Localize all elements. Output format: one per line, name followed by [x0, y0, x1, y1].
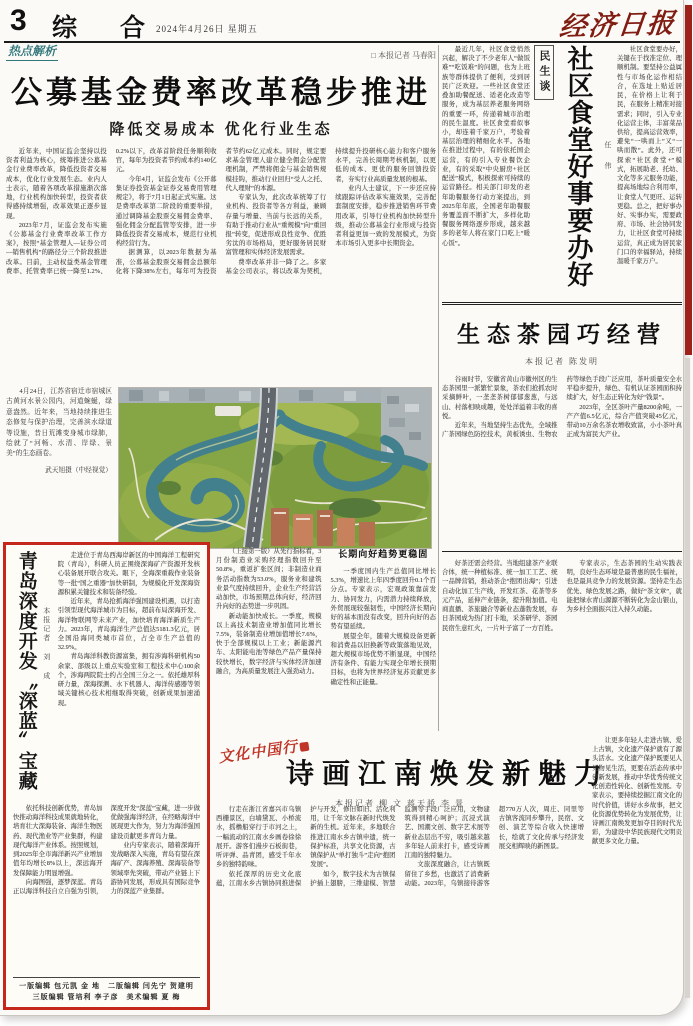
column-divider — [438, 45, 439, 731]
paragraph: （上接第一版）从先行指标看，3月份制造业采购经理指数回升至50.8%，重返扩张区间；非制造业商务活动指数为53.0%，服务业和建筑业景气度持续回升，企业生产经营活动加快，市场预期总体向好，经济回升向好的态势进一步巩固。 — [216, 548, 322, 611]
paragraph: 近年来，中国证监会坚持以投资者利益为核心，统筹推进公募基金行业费率改革，降低投资者交易成本，优化行业发展生态。业内人士表示，随着各项改革措施渐次落地，行业机构加快转型，投资者获得感持续增强，改革效果正逐步显现。 — [6, 148, 107, 220]
qingdao-body-cols — [13, 804, 200, 973]
article-qingdao-deep-blue — [3, 542, 210, 1010]
header-rule — [4, 41, 680, 43]
fund-article-deck: 降低交易成本 优化行业生态 — [109, 121, 333, 138]
canteen-body-right — [617, 45, 682, 297]
fund-article-byline: □ 本报记者 马春阳 — [371, 51, 436, 60]
qingdao-headline: 青岛深度开发〝深蓝〞宝藏 — [15, 551, 37, 791]
paragraph: 向海图强，逐梦深蓝。青岛正以海洋科技自立自强为引领，深度开发“深蓝”宝藏，进一步做优做强海洋经济，在经略海洋中展现更大作为，努力为海洋强国建设贡献更多青岛力量。 — [13, 805, 200, 895]
article-jiangnan-charm — [216, 736, 611, 1010]
qingdao-body-col1 — [58, 551, 200, 799]
paragraph: 展望全年，随着大规模设备更新和消费品以旧换新等政策落地见效，超大规模市场优势不断显现，中国经济有条件、有能力实现全年增长预期目标，也将为世界经济复苏贡献更多确定性和正能量。 — [330, 632, 436, 686]
tea-headline: 生态茶园巧经营 — [457, 321, 667, 347]
paragraph: 走进位于青岛西海岸新区的中国海洋工程研究院（青岛），科研人员正围绕深海矿产资源开发核心装备展开联合攻关。眼下，全海深重载作业装备等一批“国之重器”加快研制，为规模化开发深海资源积累关键技术和装备经验。 — [57, 552, 200, 596]
article-fund-reform — [6, 45, 436, 549]
red-seal-icon — [299, 742, 309, 752]
paragraph: 2023年7月，证监会发布实施《公募基金行业费率改革工作方案》，按照“基金管理人—证券公司—销售机构”的路径分三个阶段推进改革。目前，主动权益类基金管理费率、托管费率已统一降至1.2%、0.2%以下，改革首阶段任务顺利收官，每年为投资者节约成本约140亿元。 — [6, 148, 217, 275]
page-header — [6, 4, 678, 43]
editor-credits — [13, 977, 200, 1003]
article-community-canteen — [442, 45, 682, 305]
paragraph: 今年4月，证监会发布《公开募集证券投资基金证券交易费用管理规定》，将于7月1日起正式实施。这是费率改革第二阶段的重要举措，通过调降基金股票交易佣金费率、强化佣金分配监管等安排，进一步降低投资者交易成本，规范行业机构经营行为。 — [115, 175, 217, 248]
paragraph: 近年来，青岛抢抓海洋强国建设机遇，以打造引领型现代海洋城市为目标，超前布局深海开发、海洋物联网等未来产业，加快培育海洋新质生产力。2023年，青岛海洋生产总值达5181.3亿元，居全国沿海同类城市首位，占全市生产总值的32.9%。 — [57, 598, 200, 652]
jiangnan-headline: 诗画江南焕发新魅力 — [286, 758, 611, 789]
kicker-row — [6, 45, 436, 61]
paragraph: 青岛海洋科教资源富集，拥有涉海科研机构50余家、部级以上重点实验室和工程技术中心100余个，涉海两院院士约占全国三分之一。依托雄厚科研力量，深海探测、水下机器人、海洋传感器等领域关键核心技术相继取得突破，创新成果加速涌现。 — [57, 653, 200, 707]
editor-credits-line1: 一版编辑 包元凯 金 地 二版编辑 闫先宁 贺建明 — [19, 982, 194, 990]
newspaper-masthead: 经济日报 — [557, 7, 678, 43]
continuation-subhead: 长期向好趋势更稳固 — [338, 549, 429, 559]
paragraph: 依托深厚的历史文化底蕴，江南水乡古镇协同推进保护与开发，修旧如旧、活化利用，让千年文脉在新时代焕发新的生机。近年来，多地联合推进江南水乡古镇申遗，统一保护标准，共享文化资源，古镇保护从“单打独斗”走向“抱团发展”。 — [216, 806, 396, 887]
paragraph: 2023年，全区茶叶产量8200余吨，一产产值6.5亿元，综合产值突破45亿元，带动10万余名茶农增收致富，小小茶叶真正成为富民大产业。 — [566, 403, 682, 439]
kicker-label: 热点解析 — [6, 42, 58, 61]
fund-article-body — [6, 147, 436, 379]
page-number: 3 — [10, 4, 27, 37]
paragraph: 文旅深度融合，让古镇既留住了乡愁，也激活了消费新动能。2023年，乌镇接待游客超770万人次，周庄、同里等古镇客流同步攀升，民宿、文创、演艺等综合收入快速增长，绘就了文化传承与经济发展交相辉映的新图景。 — [404, 806, 584, 887]
qingdao-top — [13, 551, 200, 799]
editor-credits-line2: 三版编辑 管培利 李子彦 美术编辑 夏 梅 — [32, 993, 181, 1001]
paragraph: 一季度国内生产总值同比增长5.3%，增速比上年四季度回升0.1个百分点。专家表示，宏观政策靠前发力、协同发力，内需潜力持续释放，外贸展现较强韧性，中国经济长期向好的基本面没有改变，回升向好的态势有望延续。 — [330, 568, 436, 631]
photo-row — [6, 387, 436, 549]
paragraph: 业内专家表示，随着深海开发战略深入实施，青岛有望在深海矿产、深海养殖、深海装备等领域率先突破，带动产业链上下游协同发展，形成具有国际竞争力的深蓝产业集群。 — [110, 841, 200, 895]
article-eco-tea-garden — [442, 300, 682, 732]
jiangnan-body — [216, 805, 584, 997]
paragraph: 行走在浙江省嘉兴市乌镇西栅景区，白墙黛瓦、小桥流水，摇橹船穿行于市河之上，一幅流动的江南水乡画卷徐徐展开。游客们漫步石板街巷，听评弹、品青团，感受千年水乡的独特韵味。 — [216, 806, 302, 869]
paragraph: 费率改革并非一降了之。多家基金公司表示，将以改革为契机，持续提升投研核心能力和客户服务水平，完善长周期考核机制，以更低的成本、更优的服务回馈投资者，夯实行业高质量发展的根基。 — [225, 148, 436, 275]
tea-byline: 本报记者 陈发明 — [525, 357, 599, 366]
page-date: 2024年4月26日 星期五 — [156, 24, 258, 34]
paragraph: 让更多年轻人走进古镇、爱上古镇，文化遗产保护就有了源头活水。文化遗产保护既要见人见物见生活，更要在活态传承中创新发展，推动中华优秀传统文化创造性转化、创新性发展。专家表示，要持续挖掘江南文化的时代价值，讲好水乡故事，把文化资源优势转化为发展优势，让诗画江南焕发更加夺目的时代光彩，为建设中华民族现代文明贡献更多文化力量。 — [592, 737, 682, 846]
paragraph: 专家认为，此次改革统筹了行业机构、投资者等各方利益，兼顾存量与增量、当前与长远的关系，有助于推动行业从“重规模”向“重回报”转变，促进形成良性竞争、优胜劣汰的市场格局，更好服务居民财富管理和实体经济发展需求。 — [225, 194, 327, 257]
section-rule — [442, 551, 682, 552]
qingdao-byline: 本报记者 刘 成 — [42, 607, 51, 681]
photo-caption-box — [6, 387, 118, 549]
paragraph: 最近几年，社区食堂悄然兴起，解决了不少老年人“做饭难”“吃饭难”的问题，也为上班族等群体提供了便利，受到居民广泛欢迎。一些社区食堂还叠加助餐配送、适老化改造等服务，成为基层养老服务网络的重要一环，传递着城市治理的民生温度。社区食堂看似事小，却连着千家万户，考验着基层治理的精细化水平。各地在推进过程中，有的依托国企运营，有的引入专业餐饮企业，有的采取“中央厨房+社区配送”模式，积极探索可持续的运营路径。相关部门印发的老年助餐服务行动方案提出，到2025年年底，全国老年助餐服务覆盖面不断扩大，多样化助餐服务网络逐步形成，越来越多的老年人将在家门口吃上“暖心饭”。 — [442, 46, 530, 247]
tea-body-lower — [442, 559, 682, 737]
section-title: 综 合 — [52, 14, 163, 42]
paragraph: 专家表示，生态茶园的生动实践表明，良好生态环境是最普惠的民生福祉，也是最具竞争力的发展资源。坚持走生态优先、绿色发展之路，做好“茶文章”，就能把绿水青山源源不断转化为金山银山，为乡村全面振兴注入持久动能。 — [566, 560, 682, 614]
paragraph: 业内人士建议，下一步还应持续跟踪评估改革实施效果，完善配套制度安排，稳步推进销售环节费用改革，引导行业机构加快转型升级，推动公募基金行业形成与投资者利益更加一致的发展模式，为资本市场引入更多中长期资金。 — [335, 184, 436, 248]
page-edge-shadow — [685, 358, 690, 998]
paragraph: 近年来，当地坚持生态优先，全域推广茶园绿色防控技术，黄板诱虫、生物农药等绿色手段广泛应用，茶叶质量安全水平稳步提升，绿色、有机认证茶园面积持续扩大，好生态正转化为好“钱景”。 — [442, 376, 682, 439]
article-continued-from-page-one — [216, 547, 436, 729]
paragraph: 新动能加快成长。一季度，规模以上高技术制造业增加值同比增长7.5%，装备制造业增加值增长7.6%，快于全部规模以上工业；新能源汽车、太阳能电池等绿色产品产量保持较快增长，数字经济与实体经济加速融合，为高质量发展注入强劲动力。 — [216, 612, 322, 675]
paragraph: 社区食堂要办好，关键在于找准定位、理顺机制。要坚持公益属性与市场化运作相结合，在选址上贴近居民，在价格上让利于民，在服务上精准对接需求；同时，引入专业化运营主体，丰富菜品供给，提高运营效率，避免“一哄而上”又“一哄而散”。此外，还可探索“社区食堂+”模式，拓展助老、托幼、文化等多元服务功能，提高场地综合利用率，让食堂人气更旺、运转更稳。总之，把好事办好、实事办实，需要政府、市场、社会协同发力，让社区食堂可持续运营，真正成为居民家门口的幸福驿站，持续温暖千家万户。 — [617, 46, 682, 266]
tea-body-upper — [442, 375, 682, 543]
page-edge-red-strip — [685, 5, 692, 355]
aerial-photo — [118, 387, 432, 549]
jiangnan-right-column — [592, 736, 682, 1008]
photo-caption: 4月24日，江苏省宿迁市宿城区古黄河水景公园内，河道蜿蜒，绿意盎然。近年来，当地持续推进生态修复与保护治理，完善滨水绿道等设施，昔日荒滩变身城市绿肺，绘就了“河畅、水清、岸绿、景美”的生态画卷。 — [6, 388, 112, 458]
paragraph: 据测算，以2023年数据为基准，公募基金股票交易佣金总额年化将下降38%左右，每年可为投资者节约62亿元成本。同时，规定要求基金管理人建立健全佣金分配管理机制，严禁将佣金与基金销售规模挂钩，推动行业回归“受人之托、代人理财”的本源。 — [115, 148, 327, 275]
paragraph: 依托科技创新优势，青岛加快推动海洋科技成果就地转化，培育壮大深海装备、海洋生物医药、现代渔业等产业集群，构建现代海洋产业体系。按照规划，到2025年全市海洋新兴产业增加值年均增长8%以上，深远海开发保障能力明显增强。 — [13, 805, 103, 877]
photo-credit: 武天旭摄（中经视觉） — [45, 466, 112, 474]
paragraph: 好茶还需会经营。当地组建茶产业联合体，统一种植标准、统一加工工艺、统一品牌营销，推动茶企“抱团出海”；引进自动化加工生产线，开发红茶、花茶等多元产品，延伸产业链条，提升附加值。电商直播、茶旅融合等新业态蓬勃发展，春日茶园成为热门打卡地，采茶研学、茶园民宿生意红火，一片叶子富了一方百姓。 — [442, 560, 558, 632]
jiangnan-headwrap — [216, 736, 611, 808]
canteen-author: 任 伟 — [604, 141, 612, 172]
jiangnan-byline: 本报记者 柳 文 蒋天骄 李 景 — [335, 799, 465, 808]
paragraph: 谷雨时节，安徽省黄山市徽州区的生态茶园里一派繁忙景象，茶农们抢抓农时采摘鲜叶，一垄垄茶树郁郁葱葱，与远山、村落相映成趣，处处洋溢着丰收的喜悦。 — [442, 376, 558, 420]
column-label-minsheng: 民生谈 — [534, 45, 554, 100]
culture-china-text: 文化中国行 — [217, 739, 300, 767]
paragraph: 如今，数字技术为古镇保护插上翅膀，三维建模、智慧监测等手段广泛应用，文物建筑得到精心呵护；沉浸式演艺、国潮文创、数字艺术展等新业态层出不穷，吸引越来越多年轻人前来打卡，感受诗画江南的独特魅力。 — [310, 806, 490, 887]
canteen-headline: 社区食堂好事要办好 — [564, 45, 594, 288]
fund-article-headline: 公募基金费率改革稳步推进 — [11, 75, 431, 110]
canteen-body-left — [442, 45, 530, 297]
